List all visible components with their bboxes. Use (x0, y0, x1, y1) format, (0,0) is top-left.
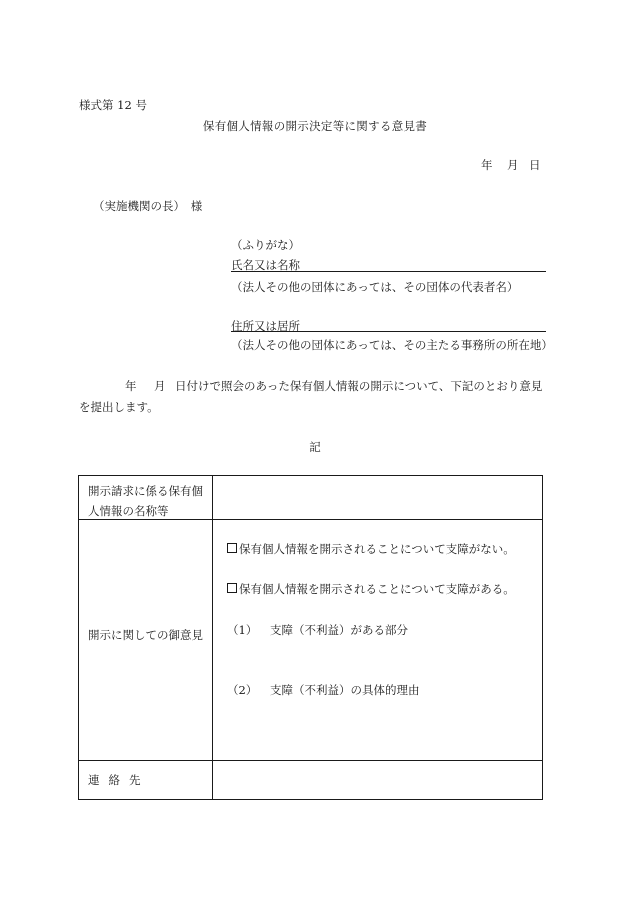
checkbox-icon[interactable] (227, 583, 237, 593)
item-2-text: 支障（不利益）の具体的理由 (270, 683, 420, 697)
checkbox-icon[interactable] (227, 543, 237, 553)
address-field-line[interactable] (231, 331, 546, 332)
column-divider (212, 519, 213, 760)
request-label: 開示請求に係る保有個人情報の名称等 (88, 484, 203, 518)
opinion-label: 開示に関しての御意見 (88, 628, 203, 642)
table-row-contact (79, 760, 542, 799)
contact-label: 連絡先 (88, 773, 150, 787)
item-hindrance-reason (227, 682, 420, 698)
opinion-table (78, 475, 543, 800)
date-year-label: 年 (481, 158, 493, 172)
name-field-line[interactable] (231, 271, 546, 272)
body-text-1: 日付けで照会のあった保有個人情報の開示について、下記のとおり意見 (175, 379, 543, 393)
ki-heading: 記 (309, 440, 321, 454)
item-1-text: 支障（不利益）がある部分 (270, 623, 408, 637)
addressee: （実施機関の長） 様 (93, 199, 203, 213)
column-divider (212, 476, 213, 519)
furigana-label: （ふりがな） (231, 238, 300, 252)
address-label: 住所又は居所 (231, 319, 300, 333)
option-no-hindrance-label: 保有個人情報を開示されることについて支障がない。 (239, 542, 515, 556)
option-hindrance-label: 保有個人情報を開示されることについて支障がある。 (239, 582, 515, 596)
option-hindrance[interactable] (227, 581, 515, 597)
option-no-hindrance[interactable] (227, 541, 515, 557)
item-2-number: （2） (227, 683, 258, 697)
table-row-request (79, 476, 542, 520)
date-month-label: 月 (507, 158, 519, 172)
table-row-opinion (79, 519, 542, 761)
column-divider (212, 760, 213, 799)
body-month-label: 月 (154, 379, 166, 393)
form-number: 様式第 12 号 (79, 98, 147, 112)
body-line-2: を提出します。 (79, 400, 159, 414)
name-label: 氏名又は名称 (231, 258, 300, 272)
address-note: （法人その他の団体にあっては、その主たる事務所の所在地） (231, 338, 553, 352)
item-hindrance-part (227, 622, 408, 638)
item-1-number: （1） (227, 623, 258, 637)
document-title: 保有個人情報の開示決定等に関する意見書 (202, 119, 428, 133)
body-year-label: 年 (125, 379, 137, 393)
name-note: （法人その他の団体にあっては、その団体の代表者名） (231, 280, 519, 294)
date-day-label: 日 (529, 158, 541, 172)
